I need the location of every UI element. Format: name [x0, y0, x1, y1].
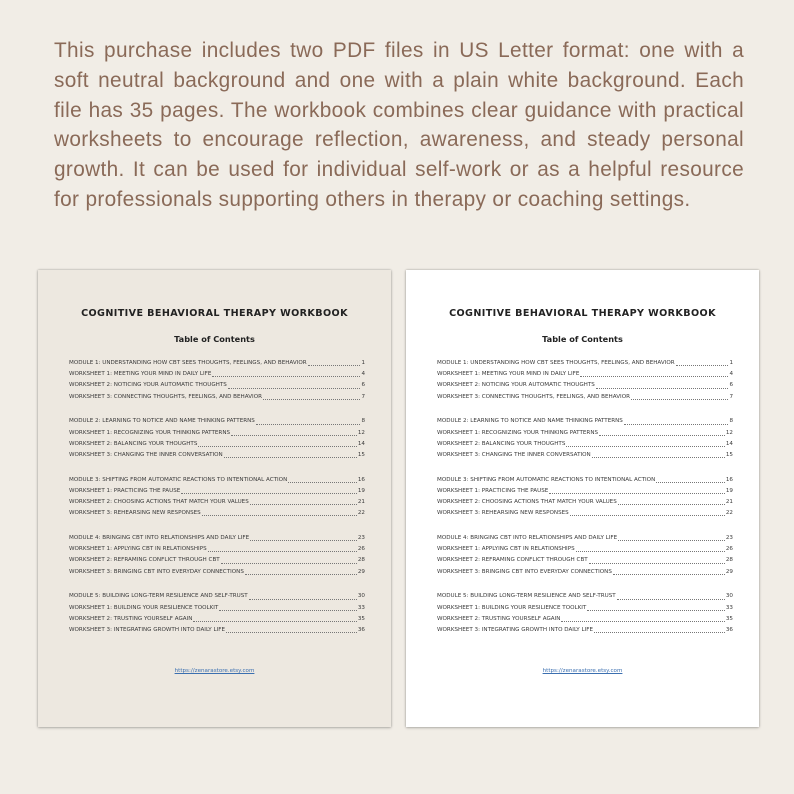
- toc-entry: [437, 591, 733, 602]
- toc-leader-dots: [263, 399, 360, 400]
- toc-entry-page: 33: [725, 604, 733, 611]
- toc-entry-page: 29: [357, 568, 365, 575]
- toc-entry: [69, 603, 365, 614]
- toc-entry: [69, 369, 365, 380]
- toc-entry: [69, 380, 365, 391]
- toc-entry: [437, 544, 733, 555]
- toc-entry: [69, 486, 365, 497]
- toc-entry-page: 23: [357, 535, 365, 542]
- toc-leader-dots: [288, 482, 357, 483]
- toc-entry-page: 8: [361, 418, 365, 425]
- toc-entry: [69, 614, 365, 625]
- toc-entry-label: WORKSHEET 2: CHOOSING ACTIONS THAT MATCH YOUR VALUES: [69, 499, 249, 506]
- toc-leader-dots: [580, 376, 728, 377]
- toc-heading: Table of Contents: [174, 334, 255, 344]
- toc-entry-label: WORKSHEET 3: CONNECTING THOUGHTS, FEELINGS, AND BEHAVIOR: [437, 393, 630, 400]
- toc-entry-page: 21: [725, 499, 733, 506]
- toc-entry-page: 4: [729, 371, 733, 378]
- toc-entry-label: WORKSHEET 2: TRUSTING YOURSELF AGAIN: [437, 615, 561, 622]
- toc-entry: [69, 450, 365, 461]
- toc-entry-label: WORKSHEET 3: CHANGING THE INNER CONVERSATION: [69, 451, 223, 458]
- toc-entry-page: 1: [729, 359, 733, 366]
- workbook-title: COGNITIVE BEHAVIORAL THERAPY WORKBOOK: [449, 308, 716, 319]
- toc-module-2: [437, 416, 733, 461]
- toc-entry-label: MODULE 5: BUILDING LONG-TERM RESILIENCE AND SELF-TRUST: [437, 593, 616, 600]
- toc-entry-page: 14: [357, 440, 365, 447]
- toc-entry-page: 19: [725, 487, 733, 494]
- toc-entry-page: 23: [725, 535, 733, 542]
- toc-entry-page: 7: [361, 393, 365, 400]
- toc-entry: [437, 380, 733, 391]
- toc-leader-dots: [198, 446, 356, 447]
- toc-entry-page: 12: [725, 429, 733, 436]
- toc-entry: [69, 392, 365, 403]
- toc-entry-label: MODULE 4: BRINGING CBT INTO RELATIONSHIPS AND DAILY LIFE: [437, 535, 618, 542]
- toc-entry: [69, 358, 365, 369]
- toc-entry: [69, 475, 365, 486]
- toc-leader-dots: [592, 457, 725, 458]
- toc-entry-page: 30: [357, 593, 365, 600]
- toc-entry-label: WORKSHEET 2: CHOOSING ACTIONS THAT MATCH YOUR VALUES: [437, 499, 617, 506]
- toc-leader-dots: [224, 457, 357, 458]
- toc-entry: [69, 567, 365, 578]
- toc-entry-page: 29: [725, 568, 733, 575]
- toc-leader-dots: [613, 574, 725, 575]
- toc-entry: [437, 450, 733, 461]
- toc-entry: [437, 497, 733, 508]
- toc-entry: [69, 439, 365, 450]
- toc-entry-label: MODULE 1: UNDERSTANDING HOW CBT SEES THOUGHTS, FEELINGS, AND BEHAVIOR: [69, 359, 307, 366]
- toc-entry-label: WORKSHEET 2: REFRAMING CONFLICT THROUGH CBT: [69, 557, 220, 564]
- toc-entry: [437, 416, 733, 427]
- toc-entry: [437, 614, 733, 625]
- toc-entry: [437, 358, 733, 369]
- toc-leader-dots: [193, 621, 356, 622]
- page-preview-neutral: [38, 270, 391, 727]
- toc-entry: [69, 497, 365, 508]
- toc-entry-page: 30: [725, 593, 733, 600]
- toc-entry-label: MODULE 2: LEARNING TO NOTICE AND NAME THINKING PATTERNS: [69, 418, 255, 425]
- toc-entry-label: WORKSHEET 3: CONNECTING THOUGHTS, FEELINGS, AND BEHAVIOR: [69, 393, 262, 400]
- toc-leader-dots: [596, 388, 729, 389]
- toc-entry-label: WORKSHEET 3: BRINGING CBT INTO EVERYDAY CONNECTIONS: [69, 568, 244, 575]
- toc-entry-page: 15: [725, 451, 733, 458]
- toc-leader-dots: [656, 482, 725, 483]
- toc-entry-label: WORKSHEET 2: NOTICING YOUR AUTOMATIC THOUGHTS: [437, 382, 595, 389]
- toc-entry: [437, 555, 733, 566]
- toc-entry-page: 33: [357, 604, 365, 611]
- toc-entry-page: 26: [725, 546, 733, 553]
- toc-leader-dots: [589, 563, 725, 564]
- toc-leader-dots: [624, 424, 729, 425]
- toc-entry: [437, 439, 733, 450]
- table-of-contents: [437, 358, 733, 650]
- toc-entry-page: 21: [357, 499, 365, 506]
- toc-entry-label: MODULE 2: LEARNING TO NOTICE AND NAME THINKING PATTERNS: [437, 418, 623, 425]
- toc-entry: [437, 475, 733, 486]
- toc-entry-page: 19: [357, 487, 365, 494]
- toc-module-4: [69, 533, 365, 578]
- table-of-contents: [69, 358, 365, 650]
- toc-entry: [437, 567, 733, 578]
- toc-module-1: [69, 358, 365, 403]
- toc-module-5: [69, 591, 365, 636]
- toc-entry-label: WORKSHEET 2: BALANCING YOUR THOUGHTS: [69, 440, 198, 447]
- toc-entry-label: WORKSHEET 1: PRACTICING THE PAUSE: [69, 487, 181, 494]
- toc-leader-dots: [202, 515, 357, 516]
- toc-leader-dots: [587, 610, 725, 611]
- toc-entry: [437, 392, 733, 403]
- toc-entry-page: 26: [357, 546, 365, 553]
- toc-entry: [69, 533, 365, 544]
- toc-entry-label: WORKSHEET 1: RECOGNIZING YOUR THINKING PATTERNS: [69, 429, 231, 436]
- toc-entry-page: 36: [725, 626, 733, 633]
- toc-leader-dots: [570, 515, 725, 516]
- toc-leader-dots: [576, 551, 725, 552]
- toc-entry: [69, 625, 365, 636]
- toc-leader-dots: [676, 365, 729, 366]
- toc-leader-dots: [181, 493, 357, 494]
- toc-leader-dots: [599, 435, 725, 436]
- toc-entry: [437, 508, 733, 519]
- toc-leader-dots: [561, 621, 724, 622]
- toc-entry-label: WORKSHEET 2: NOTICING YOUR AUTOMATIC THOUGHTS: [69, 382, 227, 389]
- toc-entry: [437, 486, 733, 497]
- toc-heading: Table of Contents: [542, 334, 623, 344]
- toc-entry-page: 35: [357, 615, 365, 622]
- toc-entry-page: 16: [725, 476, 733, 483]
- toc-entry-page: 12: [357, 429, 365, 436]
- toc-entry-label: WORKSHEET 3: INTEGRATING GROWTH INTO DAILY LIFE: [69, 626, 226, 633]
- toc-leader-dots: [249, 599, 357, 600]
- toc-entry: [437, 428, 733, 439]
- toc-module-3: [69, 475, 365, 520]
- toc-module-2: [69, 416, 365, 461]
- toc-module-5: [437, 591, 733, 636]
- toc-entry-label: WORKSHEET 1: APPLYING CBT IN RELATIONSHIPS: [69, 546, 207, 553]
- toc-entry-label: WORKSHEET 1: PRACTICING THE PAUSE: [437, 487, 549, 494]
- intro-paragraph: This purchase includes two PDF files in US Letter format: one with a soft neutral background and one with a plain white background. Each file has 35 pages. The workbook combines clear guidance with practical worksheets to encourage reflection, awareness, and steady personal growth. It can be used for individual self-work or as a helpful resource for professionals supporting others in therapy or coaching settings.: [54, 39, 744, 211]
- toc-entry: [437, 533, 733, 544]
- toc-entry-page: 22: [357, 510, 365, 517]
- toc-leader-dots: [226, 632, 357, 633]
- toc-leader-dots: [618, 540, 725, 541]
- toc-entry-page: 16: [357, 476, 365, 483]
- toc-entry: [437, 369, 733, 380]
- toc-leader-dots: [212, 376, 360, 377]
- toc-entry-page: 6: [729, 382, 733, 389]
- toc-entry-label: WORKSHEET 1: BUILDING YOUR RESILIENCE TOOLKIT: [437, 604, 587, 611]
- toc-module-1: [437, 358, 733, 403]
- toc-entry-label: WORKSHEET 3: REHEARSING NEW RESPONSES: [69, 510, 201, 517]
- workbook-title: COGNITIVE BEHAVIORAL THERAPY WORKBOOK: [81, 308, 348, 319]
- toc-entry-label: WORKSHEET 2: TRUSTING YOURSELF AGAIN: [69, 615, 193, 622]
- toc-entry-label: WORKSHEET 3: INTEGRATING GROWTH INTO DAILY LIFE: [437, 626, 594, 633]
- toc-entry-label: WORKSHEET 2: BALANCING YOUR THOUGHTS: [437, 440, 566, 447]
- toc-leader-dots: [250, 504, 357, 505]
- toc-entry: [69, 428, 365, 439]
- toc-entry-page: 28: [357, 557, 365, 564]
- toc-leader-dots: [208, 551, 357, 552]
- toc-entry-label: WORKSHEET 1: RECOGNIZING YOUR THINKING PATTERNS: [437, 429, 599, 436]
- toc-leader-dots: [231, 435, 357, 436]
- toc-module-4: [437, 533, 733, 578]
- toc-entry: [69, 508, 365, 519]
- toc-entry-page: 8: [729, 418, 733, 425]
- toc-entry-label: WORKSHEET 1: APPLYING CBT IN RELATIONSHIPS: [437, 546, 575, 553]
- toc-module-3: [437, 475, 733, 520]
- toc-entry-label: WORKSHEET 1: BUILDING YOUR RESILIENCE TOOLKIT: [69, 604, 219, 611]
- toc-leader-dots: [250, 540, 357, 541]
- toc-leader-dots: [566, 446, 724, 447]
- toc-entry-label: MODULE 3: SHIFTING FROM AUTOMATIC REACTIONS TO INTENTIONAL ACTION: [437, 476, 656, 483]
- toc-entry-page: 7: [729, 393, 733, 400]
- toc-entry-label: MODULE 5: BUILDING LONG-TERM RESILIENCE AND SELF-TRUST: [69, 593, 248, 600]
- toc-entry-label: WORKSHEET 2: REFRAMING CONFLICT THROUGH CBT: [437, 557, 588, 564]
- toc-leader-dots: [256, 424, 361, 425]
- toc-entry: [69, 591, 365, 602]
- toc-entry-label: WORKSHEET 3: BRINGING CBT INTO EVERYDAY CONNECTIONS: [437, 568, 612, 575]
- toc-entry-page: 36: [357, 626, 365, 633]
- toc-leader-dots: [228, 388, 361, 389]
- toc-leader-dots: [308, 365, 361, 366]
- toc-entry: [437, 625, 733, 636]
- toc-entry-page: 28: [725, 557, 733, 564]
- toc-entry-page: 14: [725, 440, 733, 447]
- toc-entry-page: 35: [725, 615, 733, 622]
- toc-entry-label: MODULE 1: UNDERSTANDING HOW CBT SEES THOUGHTS, FEELINGS, AND BEHAVIOR: [437, 359, 675, 366]
- toc-leader-dots: [219, 610, 357, 611]
- toc-leader-dots: [221, 563, 357, 564]
- toc-leader-dots: [618, 504, 725, 505]
- toc-leader-dots: [549, 493, 725, 494]
- toc-entry: [69, 544, 365, 555]
- toc-entry-page: 6: [361, 382, 365, 389]
- toc-entry-page: 1: [361, 359, 365, 366]
- toc-leader-dots: [594, 632, 725, 633]
- page-preview-white: [406, 270, 759, 727]
- store-link[interactable]: https://zenarastore.etsy.com: [174, 668, 255, 674]
- toc-entry-label: WORKSHEET 1: MEETING YOUR MIND IN DAILY LIFE: [437, 371, 580, 378]
- toc-entry-label: MODULE 3: SHIFTING FROM AUTOMATIC REACTIONS TO INTENTIONAL ACTION: [69, 476, 288, 483]
- toc-leader-dots: [631, 399, 728, 400]
- toc-entry: [69, 555, 365, 566]
- toc-entry-label: WORKSHEET 3: REHEARSING NEW RESPONSES: [437, 510, 569, 517]
- toc-leader-dots: [617, 599, 725, 600]
- store-link[interactable]: https://zenarastore.etsy.com: [542, 668, 623, 674]
- toc-entry-label: WORKSHEET 3: CHANGING THE INNER CONVERSATION: [437, 451, 591, 458]
- toc-entry-page: 22: [725, 510, 733, 517]
- toc-entry-label: WORKSHEET 1: MEETING YOUR MIND IN DAILY LIFE: [69, 371, 212, 378]
- toc-entry-label: MODULE 4: BRINGING CBT INTO RELATIONSHIPS AND DAILY LIFE: [69, 535, 250, 542]
- toc-entry: [437, 603, 733, 614]
- toc-entry: [69, 416, 365, 427]
- toc-entry-page: 4: [361, 371, 365, 378]
- toc-leader-dots: [245, 574, 357, 575]
- toc-entry-page: 15: [357, 451, 365, 458]
